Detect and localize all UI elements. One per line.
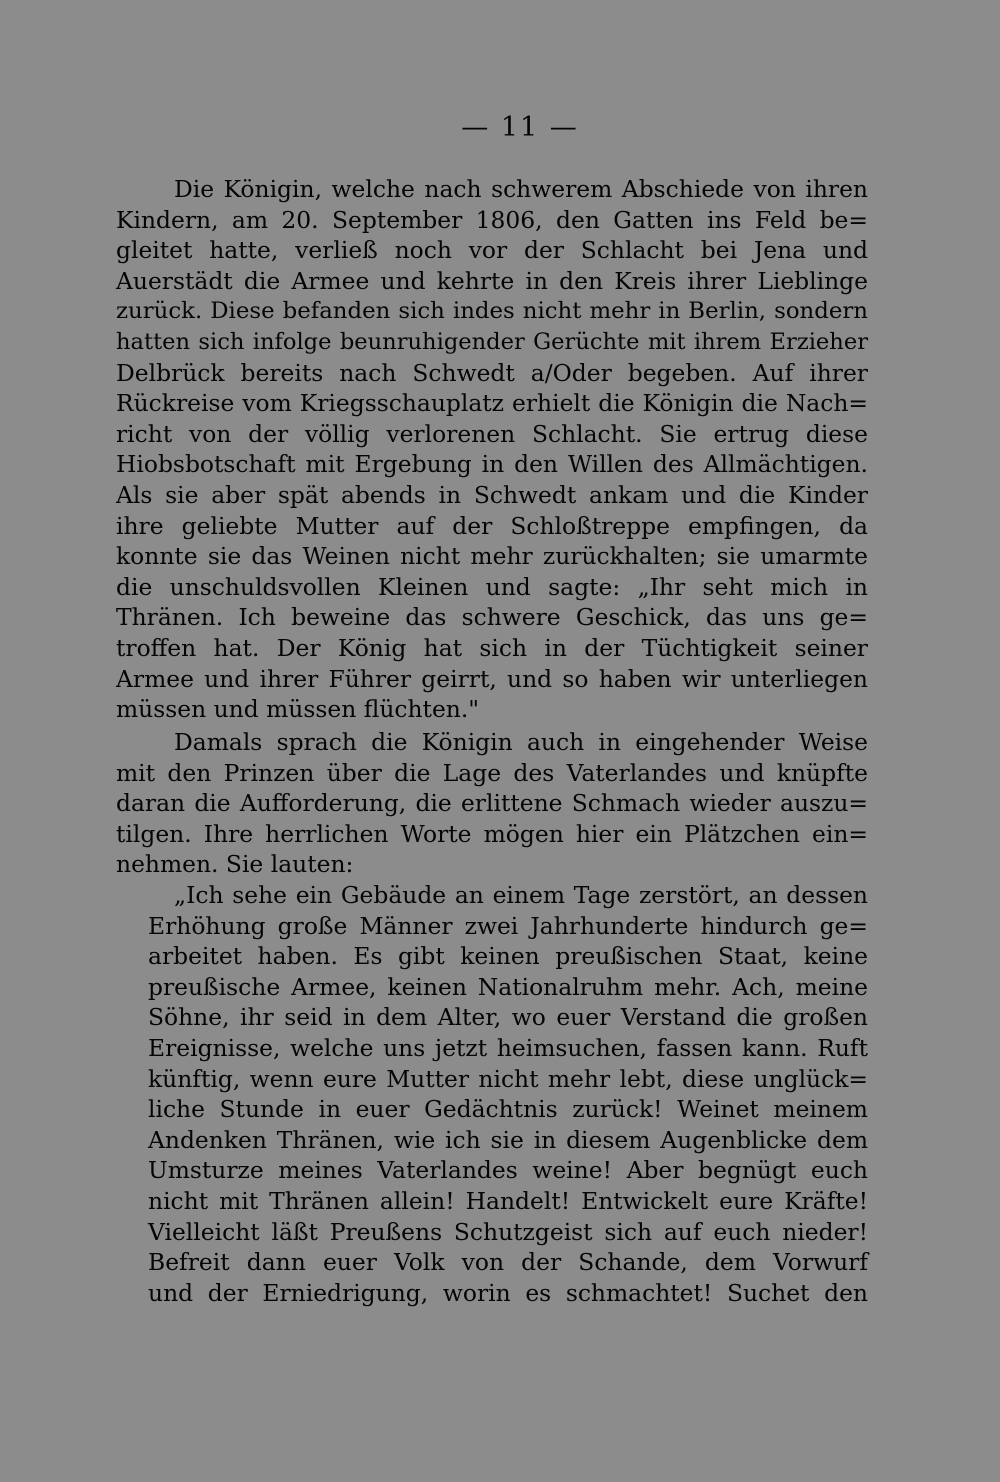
text-line: Umsturze meines Vaterlandes weine! Aber begnügt euch: [148, 1156, 868, 1185]
page-number: — 11 —: [461, 112, 579, 143]
text-line: konnte sie das Weinen nicht mehr zurückhalten; sie umarmte: [116, 542, 868, 571]
text-line: Söhne, ihr seid in dem Alter, wo euer Verstand die großen: [148, 1003, 868, 1032]
text-line: Erhöhung große Männer zwei Jahrhunderte hindurch ge=: [148, 911, 868, 940]
text-line: Auerstädt die Armee und kehrte in den Kreis ihrer Lieblinge: [116, 266, 868, 295]
text-line: „Ich sehe ein Gebäude an einem Tage zerstört, an dessen: [174, 881, 868, 909]
text-line: tilgen. Ihre herrlichen Worte mögen hier ein Plätzchen ein=: [116, 819, 868, 848]
text-line: künftig, wenn eure Mutter nicht mehr lebt, diese unglück=: [148, 1064, 868, 1093]
text-line: Andenken Thränen, wie ich sie in diesem Augenblicke dem: [148, 1125, 868, 1154]
text-line: Rückreise vom Kriegsschauplatz erhielt die Königin die Nach=: [116, 389, 868, 418]
text-line: ihre geliebte Mutter auf der Schloßtreppe empfingen, da: [116, 511, 868, 540]
text-line: Hiobsbotschaft mit Ergebung in den Willen des Allmächtigen.: [116, 450, 868, 479]
text-line: Damals sprach die Königin auch in eingehender Weise: [174, 728, 868, 756]
text-line: Kindern, am 20. September 1806, den Gatten ins Feld be=: [116, 205, 868, 234]
text-line: die unschuldsvollen Kleinen und sagte: „Ihr seht mich in: [116, 572, 868, 601]
text-line: Befreit dann euer Volk von der Schande, dem Vorwurf: [148, 1248, 868, 1277]
text-line: Delbrück bereits nach Schwedt a/Oder begeben. Auf ihrer: [116, 358, 868, 387]
paragraph-2: [116, 727, 868, 880]
text-line: nicht mit Thränen allein! Handelt! Entwickelt eure Kräfte!: [148, 1186, 868, 1215]
text-line: troffen hat. Der König hat sich in der Tüchtigkeit seiner: [116, 633, 868, 662]
text-line: Die Königin, welche nach schwerem Abschiede von ihren: [174, 175, 868, 203]
text-line: liche Stunde in euer Gedächtnis zurück! Weinet meinem: [148, 1095, 868, 1124]
text-line: preußische Armee, keinen Nationalruhm mehr. Ach, meine: [148, 972, 868, 1001]
text-line: und der Erniedrigung, worin es schmachtet! Suchet den: [148, 1278, 868, 1307]
text-line: daran die Aufforderung, die erlittene Schmach wieder auszu=: [116, 789, 868, 818]
text-line: müssen und müssen flüchten.": [116, 695, 480, 724]
text-line: hatten sich infolge beunruhigender Gerüchte mit ihrem Erzieher: [116, 328, 868, 355]
text-line: richt von der völlig verlorenen Schlacht. Sie ertrug diese: [116, 419, 868, 448]
paragraph-1: [116, 174, 868, 725]
quotation-paragraph: [116, 880, 868, 1308]
text-line: arbeitet haben. Es gibt keinen preußischen Staat, keine: [148, 942, 868, 971]
text-line: Armee und ihrer Führer geirrt, und so haben wir unterliegen: [116, 664, 868, 693]
text-line: gleitet hatte, verließ noch vor der Schlacht bei Jena und: [116, 236, 868, 265]
text-line: mit den Prinzen über die Lage des Vaterlandes und knüpfte: [116, 758, 868, 787]
text-line: Vielleicht läßt Preußens Schutzgeist sich auf euch nieder!: [148, 1217, 868, 1246]
text-line: Als sie aber spät abends in Schwedt ankam und die Kinder: [116, 480, 868, 509]
text-line: Thränen. Ich beweine das schwere Geschick, das uns ge=: [116, 603, 868, 632]
text-line: nehmen. Sie lauten:: [116, 850, 354, 879]
text-line: zurück. Diese befanden sich indes nicht mehr in Berlin, sondern: [116, 298, 868, 325]
text-line: Ereignisse, welche uns jetzt heimsuchen, fassen kann. Ruft: [148, 1033, 868, 1062]
